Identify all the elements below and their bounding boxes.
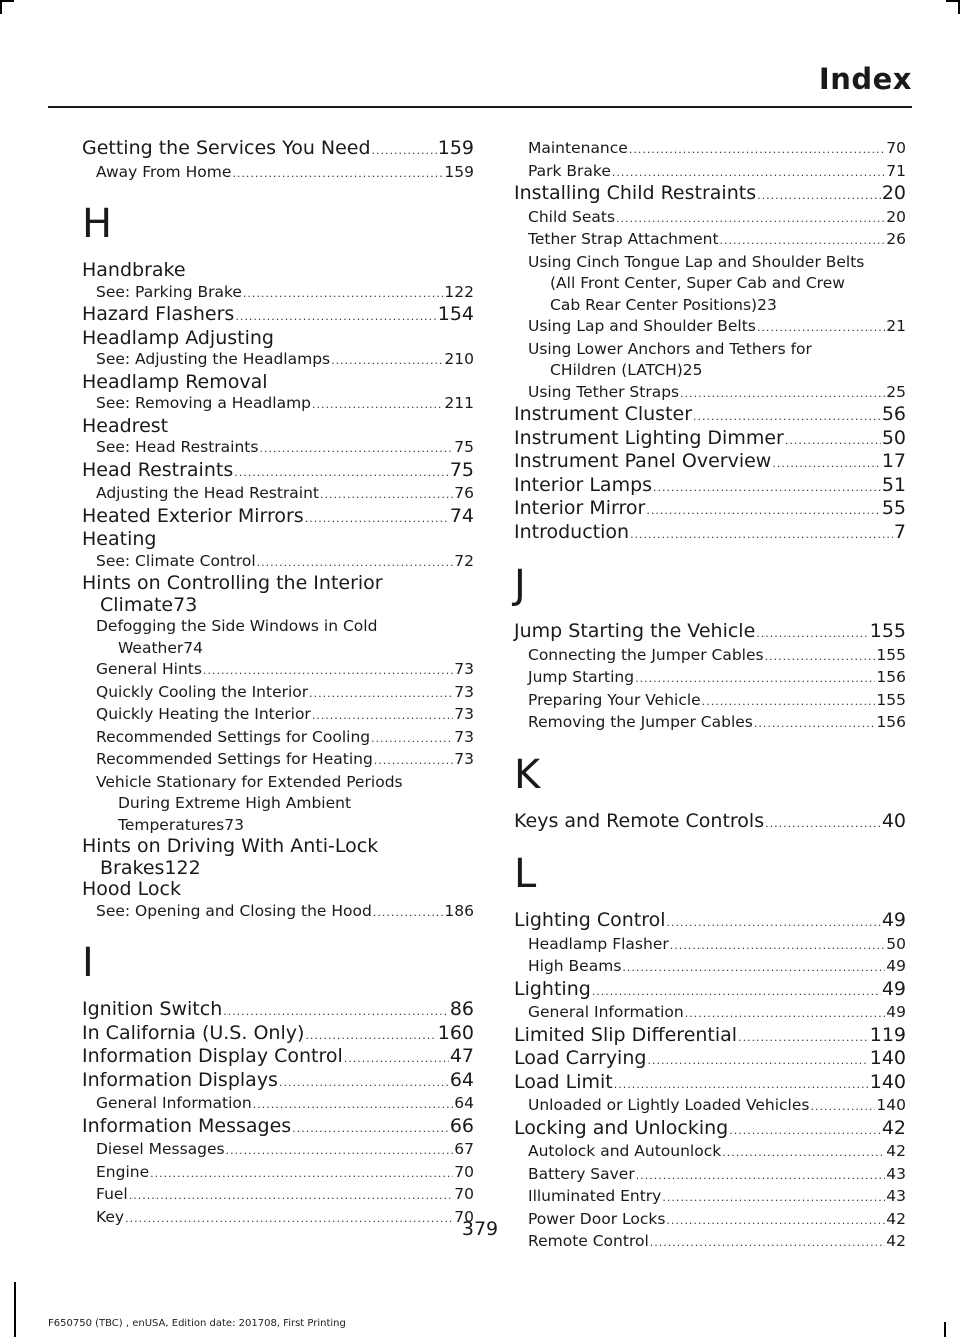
entry-page: 42 — [886, 1232, 906, 1250]
index-entry[interactable] — [514, 910, 906, 934]
dot-leader — [309, 683, 453, 705]
dot-leader — [371, 728, 453, 750]
entry-page: 75 — [449, 458, 474, 481]
entry-page: 86 — [449, 998, 474, 1020]
dot-leader — [765, 813, 881, 835]
entry-page: 49 — [886, 1003, 906, 1021]
index-column-left — [82, 138, 474, 1229]
index-entry[interactable] — [514, 1141, 906, 1164]
entry-continuation — [528, 360, 906, 382]
index-entry[interactable] — [514, 1025, 906, 1049]
index-entry[interactable] — [514, 428, 906, 452]
index-entry[interactable] — [82, 749, 474, 772]
entry-page: 42 — [886, 1209, 906, 1228]
dot-leader — [312, 705, 453, 727]
dot-leader — [232, 163, 443, 185]
entry-page: 64 — [449, 1068, 474, 1091]
entry-page: 156 — [876, 668, 906, 686]
entry-text: Instrument Lighting Dimmer — [514, 426, 784, 449]
entry-text: Weather — [118, 638, 184, 657]
entry-text: Hints on Driving With Anti-Lock — [82, 835, 379, 857]
entry-page: 156 — [876, 713, 906, 731]
dot-leader — [616, 208, 885, 230]
entry-text: Locking and Unlocking — [514, 1116, 729, 1139]
entry-text: Power Door Locks — [528, 1209, 666, 1228]
section-letter: H — [82, 201, 113, 247]
dot-leader — [630, 524, 893, 546]
entry-text: Engine — [96, 1162, 150, 1181]
entry-text: General Hints — [96, 660, 202, 678]
entry-page: 20 — [881, 182, 906, 204]
index-entry[interactable] — [82, 162, 474, 185]
dot-leader — [629, 139, 885, 161]
index-heading: Headrest — [82, 414, 169, 437]
entry-text: Brakes — [100, 856, 165, 879]
entry-text: General Information — [96, 1094, 252, 1112]
entry-page: 73 — [454, 660, 474, 678]
entry-page: 76 — [454, 484, 474, 502]
dot-leader — [653, 477, 881, 499]
entry-text: Information Displays — [82, 1068, 278, 1091]
dot-leader — [259, 438, 453, 460]
index-entry[interactable] — [514, 690, 906, 713]
dot-leader — [693, 406, 881, 428]
index-entry[interactable] — [82, 282, 474, 305]
entry-text: Quickly Cooling the Interior — [96, 682, 309, 701]
entry-page: 25 — [682, 361, 703, 379]
entry-text: Unloaded or Lightly Loaded Vehicles — [528, 1096, 810, 1114]
entry-text: Load Limit — [514, 1070, 613, 1093]
index-heading: Headlamp Removal — [82, 370, 268, 393]
entry-page: 72 — [454, 551, 474, 570]
dot-leader — [374, 750, 453, 772]
entry-text: Hazard Flashers — [82, 303, 235, 325]
index-entry[interactable] — [514, 811, 906, 835]
entry-page: 75 — [454, 438, 474, 456]
entry-text: Key — [96, 1207, 125, 1226]
index-entry[interactable] — [82, 1116, 474, 1140]
dot-leader — [757, 185, 881, 207]
dot-leader — [253, 1094, 454, 1116]
entry-page: 154 — [437, 303, 474, 325]
entry-page: 70 — [454, 1162, 474, 1181]
entry-page: 155 — [876, 645, 906, 664]
index-entry[interactable] — [514, 645, 906, 668]
index-entry[interactable] — [514, 1072, 906, 1096]
entry-continuation — [82, 595, 474, 617]
dot-leader — [305, 1025, 436, 1047]
index-heading: Headlamp Adjusting — [82, 326, 274, 349]
dot-leader — [765, 646, 876, 668]
index-entry[interactable] — [514, 1095, 906, 1118]
entry-page: 49 — [886, 957, 906, 975]
dot-leader — [754, 713, 876, 735]
entry-text: Park Brake — [528, 161, 611, 180]
dot-leader — [243, 283, 443, 305]
entry-page: 17 — [881, 450, 906, 472]
entry-text: Information Display Control — [82, 1045, 343, 1067]
entry-page: 70 — [886, 139, 906, 157]
index-entry[interactable] — [82, 1184, 474, 1207]
entry-text: Adjusting the Head Restraint — [96, 484, 320, 502]
entry-text: See: Head Restraints — [96, 438, 259, 456]
entry-page: 140 — [869, 1047, 906, 1069]
entry-page: 73 — [224, 815, 244, 834]
entry-text: Battery Saver — [528, 1164, 635, 1183]
dot-leader — [680, 383, 885, 405]
index-entry[interactable] — [82, 1139, 474, 1162]
section-letter: I — [82, 940, 94, 986]
entry-text: Limited Slip Differential — [514, 1023, 738, 1046]
entry-page: 140 — [869, 1070, 906, 1093]
dot-leader — [320, 484, 453, 506]
section-letter: K — [514, 751, 541, 798]
page-title: Index — [818, 62, 912, 96]
entry-page: 7 — [893, 520, 906, 543]
index-entry[interactable] — [82, 727, 474, 750]
entry-text: Quickly Heating the Interior — [96, 705, 311, 723]
entry-page: 211 — [444, 394, 474, 412]
dot-leader — [667, 912, 881, 934]
index-entry[interactable] — [514, 498, 906, 522]
dot-leader — [150, 1163, 453, 1185]
entry-text: Jump Starting — [528, 668, 635, 686]
entry-page: 70 — [454, 1207, 474, 1226]
crop-mark — [0, 0, 2, 14]
entry-page: 155 — [869, 620, 906, 642]
entry-text: See: Parking Brake — [96, 282, 242, 301]
dot-leader — [646, 500, 880, 522]
entry-text: (All Front Center, Super Cab and Crew — [550, 274, 845, 292]
index-entry[interactable] — [82, 1162, 474, 1185]
entry-text: Illuminated Entry — [528, 1187, 662, 1205]
entry-text: Using Lap and Shoulder Belts — [528, 317, 756, 335]
index-entry[interactable] — [82, 349, 474, 372]
entry-text: Ignition Switch — [82, 998, 223, 1020]
entry-text: Installing Child Restraints — [514, 182, 757, 204]
entry-text: Vehicle Stationary for Extended Periods — [96, 772, 403, 791]
entry-text: Using Tether Straps — [528, 382, 680, 401]
entry-text: Head Restraints — [82, 458, 234, 481]
entry-text: During Extreme High Ambient — [118, 794, 352, 812]
entry-page: 70 — [454, 1185, 474, 1203]
dot-leader — [372, 140, 437, 162]
entry-text: Diesel Messages — [96, 1140, 225, 1158]
index-subentry-wrapped[interactable] — [514, 339, 906, 382]
dot-leader — [772, 453, 880, 475]
entry-page: 20 — [886, 207, 906, 226]
entry-text: Preparing Your Vehicle — [528, 690, 701, 709]
index-entry[interactable] — [514, 979, 906, 1003]
index-entry[interactable] — [514, 1002, 906, 1025]
dot-leader — [223, 1001, 449, 1023]
index-subentry-wrapped[interactable] — [514, 252, 906, 317]
entry-page: 64 — [454, 1094, 474, 1112]
entry-page: 42 — [886, 1142, 906, 1160]
dot-leader — [738, 1027, 869, 1049]
entry-continuation — [82, 858, 474, 880]
entry-page: 73 — [454, 727, 474, 746]
section-letter: J — [514, 562, 526, 608]
index-entry[interactable] — [514, 382, 906, 405]
entry-text: Lighting — [514, 977, 591, 1000]
entry-text: Recommended Settings for Cooling — [96, 727, 371, 746]
entry-text: Temperatures — [118, 815, 225, 834]
entry-page: 25 — [886, 382, 906, 401]
page-number: 379 — [461, 1218, 499, 1240]
index-entry[interactable] — [514, 1118, 906, 1142]
entry-page: 210 — [444, 350, 474, 368]
index-entry[interactable] — [82, 999, 474, 1023]
entry-text: Defogging the Side Windows in Cold — [96, 617, 378, 635]
entry-page: 74 — [449, 504, 474, 527]
index-column-right — [514, 138, 906, 1254]
entry-page: 160 — [437, 1021, 474, 1044]
dot-leader — [756, 623, 868, 645]
index-entry-wrapped[interactable] — [82, 836, 474, 879]
entry-text: Recommended Settings for Heating — [96, 750, 373, 768]
index-entry[interactable] — [82, 1070, 474, 1094]
dot-leader — [292, 1118, 449, 1140]
entry-text: Fuel — [96, 1185, 128, 1203]
dot-leader — [305, 508, 449, 530]
dot-leader — [757, 317, 885, 339]
entry-text: In California (U.S. Only) — [82, 1021, 305, 1044]
entry-text: Getting the Services You Need — [82, 137, 371, 159]
dot-leader — [235, 306, 436, 328]
dot-leader — [279, 1072, 449, 1094]
edition-line: F650750 (TBC) , enUSA, Edition date: 201708, First Printing — [48, 1318, 346, 1329]
dot-leader — [810, 1096, 875, 1118]
entry-page: 122 — [444, 282, 474, 301]
dot-leader — [785, 430, 881, 452]
index-subentry-wrapped[interactable] — [82, 772, 474, 837]
dot-leader — [203, 660, 453, 682]
entry-text: Interior Mirror — [514, 497, 646, 519]
index-entry[interactable] — [514, 956, 906, 979]
index-entry[interactable] — [514, 138, 906, 161]
dot-leader — [226, 1140, 454, 1162]
index-entry[interactable] — [82, 1023, 474, 1047]
entry-page: 155 — [876, 690, 906, 709]
entry-text: Child Seats — [528, 207, 616, 226]
entry-text: High Beams — [528, 957, 622, 975]
entry-page: 23 — [757, 295, 777, 314]
entry-text: Information Messages — [82, 1114, 292, 1137]
entry-text: Tether Strap Attachment — [528, 230, 719, 248]
index-entry[interactable] — [514, 229, 906, 252]
dot-leader — [612, 162, 885, 184]
entry-page: 67 — [454, 1140, 474, 1158]
index-entry[interactable] — [82, 1093, 474, 1116]
index-heading: Heating — [82, 528, 157, 550]
entry-text: Instrument Cluster — [514, 403, 693, 425]
index-entry[interactable] — [82, 659, 474, 682]
dot-leader — [670, 935, 886, 957]
index-entry[interactable] — [514, 1186, 906, 1209]
dot-leader — [331, 350, 443, 372]
index-entry[interactable] — [514, 934, 906, 957]
entry-text: Removing the Jumper Cables — [528, 713, 753, 731]
entry-page: 26 — [886, 230, 906, 248]
dot-leader — [234, 462, 449, 484]
index-entry[interactable] — [514, 207, 906, 230]
index-entry[interactable] — [514, 522, 906, 546]
index-entry[interactable] — [514, 451, 906, 475]
entry-text: See: Opening and Closing the Hood — [96, 901, 372, 920]
entry-text: Load Carrying — [514, 1047, 647, 1069]
entry-text: Using Lower Anchors and Tethers for — [528, 339, 812, 358]
index-entry[interactable] — [514, 316, 906, 339]
entry-text: Remote Control — [528, 1232, 649, 1250]
index-entry[interactable] — [82, 704, 474, 727]
entry-text: Keys and Remote Controls — [514, 809, 765, 832]
entry-text: See: Climate Control — [96, 551, 256, 570]
entry-text: General Information — [528, 1003, 684, 1021]
index-entry[interactable] — [82, 506, 474, 530]
index-entry[interactable] — [514, 404, 906, 428]
entry-page: 186 — [444, 901, 474, 920]
entry-page: 122 — [164, 856, 201, 879]
index-entry[interactable] — [514, 183, 906, 207]
entry-text: Cab Rear Center Positions) — [550, 295, 758, 314]
entry-text: Away From Home — [96, 162, 232, 181]
index-entry[interactable] — [514, 475, 906, 499]
entry-text: See: Adjusting the Headlamps — [96, 350, 331, 368]
dot-leader — [614, 1074, 869, 1096]
entry-page: 119 — [869, 1023, 906, 1046]
index-entry[interactable] — [82, 551, 474, 574]
index-entry[interactable] — [82, 682, 474, 705]
entry-page: 49 — [881, 909, 906, 931]
index-entry[interactable] — [514, 161, 906, 184]
section-letter: L — [514, 851, 537, 897]
entry-text: Hints on Controlling the Interior — [82, 572, 383, 594]
dot-leader — [635, 668, 875, 690]
index-entry[interactable] — [82, 393, 474, 416]
entry-page: 71 — [886, 161, 906, 180]
dot-leader — [129, 1185, 454, 1207]
entry-text: Climate — [100, 593, 174, 616]
header-rule — [48, 106, 912, 108]
entry-text: Headlamp Flasher — [528, 934, 669, 953]
dot-leader — [373, 902, 444, 924]
entry-page: 73 — [454, 682, 474, 701]
dot-leader — [592, 981, 881, 1003]
entry-page: 50 — [881, 426, 906, 449]
entry-page: 42 — [881, 1116, 906, 1139]
entry-page: 43 — [886, 1187, 906, 1205]
entry-page: 43 — [886, 1164, 906, 1183]
entry-page: 40 — [881, 809, 906, 832]
entry-continuation — [96, 638, 474, 660]
dot-leader — [344, 1048, 449, 1070]
entry-page: 47 — [449, 1045, 474, 1067]
index-entry[interactable] — [514, 621, 906, 645]
dot-leader — [729, 1120, 881, 1142]
entry-text: Introduction — [514, 520, 630, 543]
entry-page: 74 — [183, 638, 203, 657]
entry-page: 66 — [449, 1114, 474, 1137]
entry-text: Connecting the Jumper Cables — [528, 645, 764, 664]
entry-page: 50 — [886, 934, 906, 953]
entry-text: See: Removing a Headlamp — [96, 394, 312, 412]
index-subentry-wrapped[interactable] — [82, 616, 474, 659]
index-entry[interactable] — [514, 712, 906, 735]
index-entry[interactable] — [82, 437, 474, 460]
dot-leader — [662, 1187, 885, 1209]
index-entry[interactable] — [82, 901, 474, 924]
entry-page: 73 — [454, 750, 474, 768]
dot-leader — [647, 1050, 868, 1072]
entry-text: Jump Starting the Vehicle — [514, 620, 756, 642]
entry-text: Interior Lamps — [514, 473, 653, 496]
index-entry[interactable] — [514, 1048, 906, 1072]
dot-leader — [702, 691, 876, 713]
index-entry[interactable] — [82, 138, 474, 162]
index-entry[interactable] — [82, 460, 474, 484]
entry-text: Maintenance — [528, 139, 628, 157]
index-entry-wrapped[interactable] — [82, 573, 474, 616]
entry-page: 51 — [881, 473, 906, 496]
entry-page: 73 — [454, 705, 474, 723]
crop-mark — [944, 1322, 946, 1337]
index-heading: Hood Lock — [82, 878, 181, 900]
entry-page: 73 — [173, 593, 198, 616]
dot-leader — [722, 1142, 885, 1164]
crop-mark — [14, 1282, 16, 1337]
entry-text: Instrument Panel Overview — [514, 450, 772, 472]
entry-page: 55 — [881, 497, 906, 519]
dot-leader — [257, 552, 454, 574]
index-entry[interactable] — [514, 1164, 906, 1187]
index-heading: Handbrake — [82, 259, 186, 281]
crop-mark — [946, 0, 960, 2]
dot-leader — [312, 394, 443, 416]
dot-leader — [622, 957, 885, 979]
dot-leader — [636, 1165, 886, 1187]
entry-text: Autolock and Autounlock — [528, 1142, 722, 1160]
entry-text: Lighting Control — [514, 909, 666, 931]
dot-leader — [685, 1003, 886, 1025]
entry-continuation — [96, 815, 474, 837]
entry-page: 159 — [437, 137, 474, 159]
entry-page: 21 — [886, 317, 906, 335]
index-entry[interactable] — [82, 304, 474, 328]
index-entry[interactable] — [514, 667, 906, 690]
entry-page: 159 — [444, 162, 474, 181]
entry-page: 56 — [881, 403, 906, 425]
entry-text: Using Cinch Tongue Lap and Shoulder Belts — [528, 252, 865, 271]
index-entry[interactable] — [82, 1046, 474, 1070]
entry-page: 140 — [876, 1096, 906, 1114]
entry-text: Heated Exterior Mirrors — [82, 504, 304, 527]
entry-continuation — [528, 295, 906, 317]
entry-page: 49 — [881, 977, 906, 1000]
index-entry[interactable] — [82, 483, 474, 506]
dot-leader — [720, 230, 886, 252]
crop-mark — [0, 0, 14, 2]
entry-text: CHildren (LATCH) — [550, 361, 683, 379]
